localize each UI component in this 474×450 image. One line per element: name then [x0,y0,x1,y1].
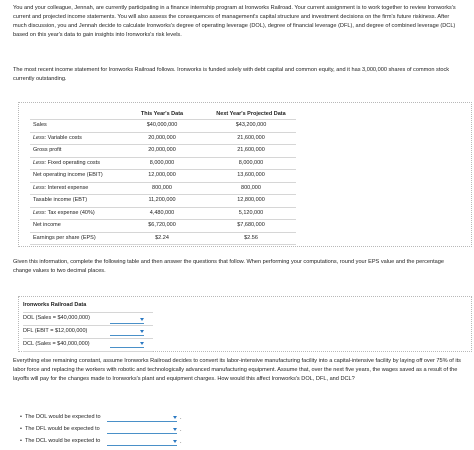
row-prefix: Less: [33,184,47,191]
next-year-value: $2.56 [206,232,296,245]
this-year-value: $6,720,000 [118,220,206,233]
sentence-end: . [180,415,182,421]
this-year-value: 800,000 [118,182,206,195]
next-year-value: 21,600,000 [206,132,296,145]
dropdown-arrow-icon [173,440,177,443]
row-label: Sales [33,122,47,129]
col-header-label [30,110,118,120]
row-label: Net operating income (EBIT) [33,172,103,179]
dol-select[interactable] [110,316,144,324]
intro-paragraph: You and your colleague, Jennah, are currently participating in a finance internship program at Ironworks Railroad. Your current assignment is to work together to review Ironworks's current and projected income statements. You will also assess the consequences of management's capital structure and investment decisions on the firm's future riskiness. After much discussion, you and Jennah decide to calculate Ironworks's degree of operating leverage (DOL), degree of financial leverage (DFL), and degree of combined leverage (DCL) based on this year's data to gain insights into Ironworks's risk levels. [13,5,456,38]
row-label: Earnings per share (EPS) [33,234,96,241]
dol-expectation-select[interactable] [107,414,177,422]
table-row [30,232,296,245]
this-year-value: 4,480,000 [118,207,206,220]
next-year-value: 5,120,000 [206,207,296,220]
ratio-label: DOL (Sales = $40,000,000) [23,315,90,321]
ratio-label: DFL (EBIT = $12,000,000) [23,328,88,334]
table-row [30,207,296,220]
next-year-value: $43,200,000 [206,120,296,133]
bullet-icon: • [20,414,22,420]
row-label: Net income [33,222,61,229]
question-text: The DOL would be expected to [25,414,101,420]
dropdown-arrow-icon [140,342,144,345]
dcl-select[interactable] [110,340,144,348]
row-label: Taxable income (EBT) [33,197,88,204]
next-year-value: 12,800,000 [206,195,296,208]
this-year-value: 20,000,000 [118,132,206,145]
this-year-value: 12,000,000 [118,170,206,183]
table-row [30,220,296,233]
this-year-value: $2.24 [118,232,206,245]
row-label: Gross profit [33,147,62,154]
dropdown-arrow-icon [173,416,177,419]
table-row [30,170,296,183]
scenario-paragraph: Everything else remaining constant, assume Ironworks Railroad decides to convert its labor-intensive manufacturing facility into a capital-intensive facility by laying off over 75% of its labor force and replacing the workers with robotic and technologically advanced manufacturing equipment. Assume that, over the next five years, the wages saved as a result of the layoffs will pay for the changes made to Ironworks's plant and equipment charges. How would this affect Ironworks's DOL, DFL, and DCL? [13,358,461,382]
row-label: Fixed operating costs [46,159,100,166]
row-prefix: Less: [33,159,47,166]
table-row [30,145,296,158]
this-year-value: 8,000,000 [118,157,206,170]
dropdown-arrow-icon [140,330,144,333]
dfl-select[interactable] [110,328,144,336]
income-statement-intro: The most recent income statement for Ironworks Railroad follows. Ironworks is funded solely with debt capital and common equity, and it has 3,000,000 shares of common stock currently outstanding. [13,67,450,82]
next-year-value: $7,680,000 [206,220,296,233]
this-year-value: 20,000,000 [118,145,206,158]
next-year-value: 800,000 [206,182,296,195]
dfl-expectation-select[interactable] [107,426,177,434]
col-header-this-year: This Year's Data [140,111,184,118]
income-statement-table [30,110,296,245]
col-header-next-year: Next Year's Projected Data [216,111,286,118]
next-year-value: 8,000,000 [206,157,296,170]
table-row [30,182,296,195]
ratio-table-header: Ironworks Railroad Data [23,302,87,308]
dropdown-arrow-icon [173,428,177,431]
this-year-value: 11,200,000 [118,195,206,208]
row-label: Tax expense (40%) [46,209,95,216]
this-year-value: $40,000,000 [118,120,206,133]
table-row [30,157,296,170]
question-text: The DCL would be expected to [25,438,101,444]
bullet-icon: • [20,426,22,432]
ratio-label: DCL (Sales = $40,000,000) [23,341,90,347]
row-prefix: Less: [33,134,47,141]
dropdown-arrow-icon [140,318,144,321]
question-text: The DFL would be expected to [25,426,100,432]
row-label: Interest expense [46,184,89,191]
bullet-icon: • [20,438,22,444]
sentence-end: . [180,439,182,445]
dcl-expectation-select[interactable] [107,438,177,446]
row-prefix: Less: [33,209,47,216]
sentence-end: . [180,427,182,433]
table-row [30,120,296,133]
next-year-value: 13,600,000 [206,170,296,183]
table-row [30,132,296,145]
table-row [30,195,296,208]
instructions-paragraph: Given this information, complete the following table and then answer the questions that follow. When performing your computations, round your EPS value and the percentage change values to two decimal places. [13,259,444,274]
next-year-value: 21,600,000 [206,145,296,158]
row-label: Variable costs [46,134,82,141]
